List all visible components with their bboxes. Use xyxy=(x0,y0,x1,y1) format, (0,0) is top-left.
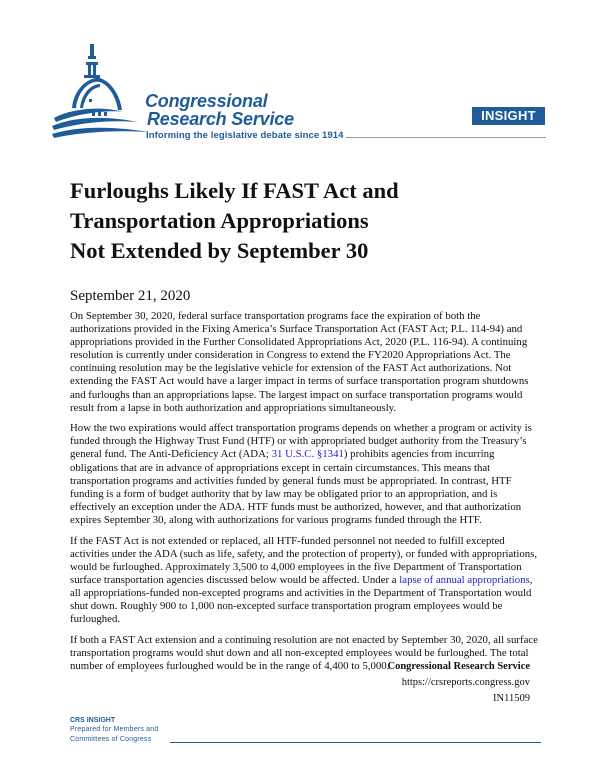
title-line-2: Transportation Appropriations xyxy=(70,208,369,233)
signature-org: Congressional Research Service xyxy=(387,661,530,672)
header-divider xyxy=(346,137,546,138)
logo-line-1: Congressional xyxy=(145,91,268,111)
paragraph-3-text-a: If the FAST Act is not extended or replaced, all HTF-funded personnel not needed to fulfill excepted activities under the ADA (such as life, safety, and the protection of property), or funded with appropriations, would be furloughed. Approximately 3,500 to 4,000 employees in the five Department of Transportation surface transportation agencies discussed below would be affected. Under a xyxy=(70,534,538,586)
footer-line-2: Committees of Congress xyxy=(70,736,152,743)
crs-logo-wordmark xyxy=(145,92,294,128)
publication-date: September 21, 2020 xyxy=(70,288,191,304)
signature-block xyxy=(387,659,530,707)
capitol-dome-icon xyxy=(52,42,152,142)
footer-divider xyxy=(170,742,541,743)
footer-label: CRS INSIGHT xyxy=(70,717,116,724)
title-line-3: Not Extended by September 30 xyxy=(70,238,369,263)
title-line-1: Furloughs Likely If FAST Act and xyxy=(70,178,399,203)
logo-tagline: Informing the legislative debate since 1914 xyxy=(146,130,344,141)
paragraph-2-text-a: How the two expirations would affect transportation programs depends on whether a program or activity is funded through the Highway Trust Fund (HTF) or with appropriated budget authority from the Treasury’s general fund. The Anti-Deficiency Act (ADA; xyxy=(70,422,532,461)
paragraph-3-text-b: , all appropriations-funded non-excepted programs and activities in the Department of Transportation would shut down. Roughly 900 to 1,000 non-excepted surface transportation program employees would be furloughed. xyxy=(70,573,533,626)
paragraph-1: On September 30, 2020, federal surface transportation programs face the expiration of both the authorizations provided in the Fixing America’s Surface Transportation Act (FAST Act; P.L. 114-94) and appropriations provided in the Further Consolidated Appropriations Act, 2020 (P.L. 116-94). A continuing resolution is currently under consideration in Congress to extend the FY2020 Appropriations Act. The continuing resolution may be the legislative vehicle for extension of the FAST Act authorizations. Not extending the FAST Act would have a larger impact in terms of surface transportation program shutdowns and furloughs than an appropriations lapse. The largest impact on surface transportation programs would result from a lapse in both authorization and appropriations simultaneously. xyxy=(70,310,529,414)
paragraph-3 xyxy=(70,535,538,627)
logo-line-2: Research Service xyxy=(147,109,294,129)
footer-line-1: Prepared for Members and xyxy=(70,726,159,733)
report-id: IN11509 xyxy=(493,693,530,704)
document-body xyxy=(70,310,538,680)
lapse-of-appropriations-link[interactable]: lapse of annual appropriations xyxy=(399,573,530,586)
usc-1341-link[interactable]: 31 U.S.C. §1341 xyxy=(271,448,344,461)
paragraph-2 xyxy=(70,422,538,527)
document-title xyxy=(70,176,510,266)
insight-badge: INSIGHT xyxy=(472,107,545,125)
footer xyxy=(70,716,158,745)
signature-url[interactable]: https://crsreports.congress.gov xyxy=(401,677,530,688)
paragraph-4: If both a FAST Act extension and a continuing resolution are not enacted by September 30, 2020, all surface transportation programs would shut down and all non-excepted employees would be furloughed. The total number of employees furloughed would be in the range of 4,400 to 5,000. xyxy=(70,633,538,672)
paragraph-2-text-b: ) prohibits agencies from incurring obligations that are in advance of appropriations except in certain circumstances. This means that transportation programs and activities funded by general funds must be appropriated. In contrast, HTF funding is a form of budget authority that by law may be obligated prior to an appropriation, and is effectively an exception under the ADA. HTF funds must be authorized, however, and that authorization expires September 30, along with authorizations for various programs funded through the HTF. xyxy=(70,448,522,526)
